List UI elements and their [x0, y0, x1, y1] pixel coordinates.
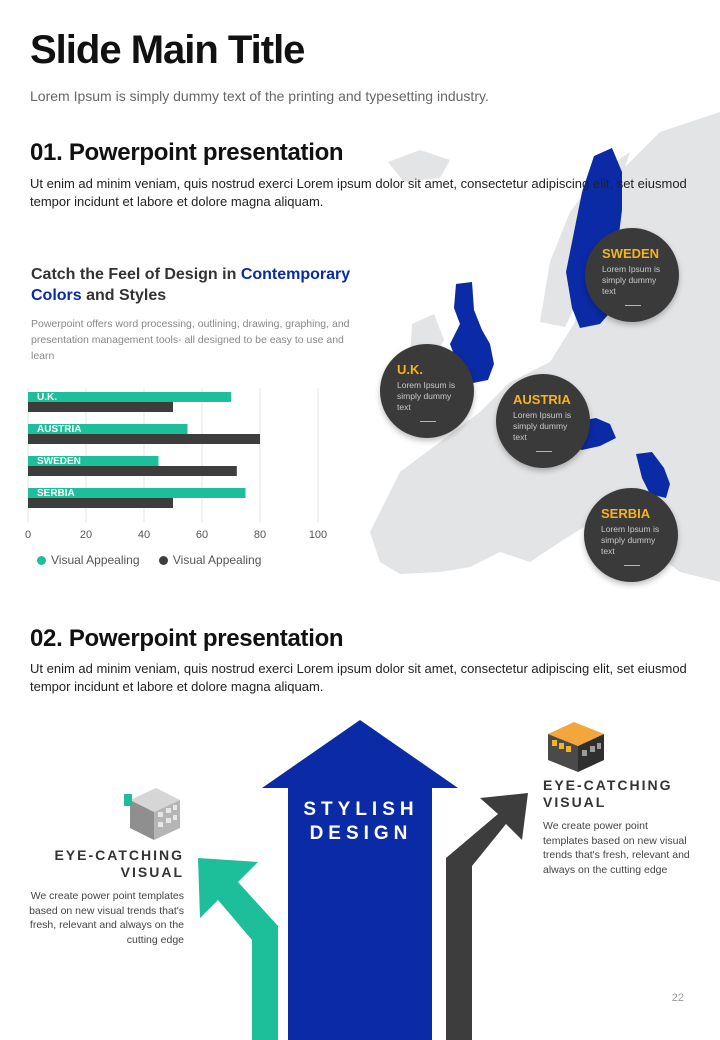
x-tick-label: 0 — [24, 529, 32, 541]
bar — [28, 402, 173, 412]
x-tick-label: 100 — [308, 529, 328, 541]
legend-label-1: Visual Appealing — [51, 553, 140, 567]
bar — [28, 498, 173, 508]
callout-text: Lorem Ipsum is simply dummy text — [513, 410, 572, 442]
callout-underline — [420, 421, 436, 422]
feature-left-title-line1: EYE-CATCHING — [54, 847, 184, 863]
category-label: SWEDEN — [37, 456, 81, 467]
dark-arrow — [446, 793, 528, 1040]
x-tick-label: 80 — [253, 529, 267, 541]
feature-right-title-line1: EYE-CATCHING — [543, 777, 673, 793]
legend-label-2: Visual Appealing — [172, 553, 262, 567]
arrow-label-line1: STYLISH — [303, 799, 419, 820]
store-building-icon — [544, 714, 608, 776]
callout-uk — [380, 344, 474, 438]
x-tick-label: 60 — [195, 529, 209, 541]
x-tick-label: 20 — [79, 529, 93, 541]
callout-text: Lorem Ipsum is simply dummy text — [601, 524, 660, 556]
callout-underline — [624, 565, 640, 566]
callout-name: SERBIA — [601, 506, 651, 521]
catch-heading — [31, 264, 371, 306]
feature-right — [543, 777, 693, 877]
callout-underline — [625, 305, 641, 306]
teal-arrow — [198, 858, 278, 1040]
chart-legend — [37, 553, 277, 567]
feature-right-title — [543, 777, 693, 811]
slide-subtitle: Lorem Ipsum is simply dummy text of the printing and typesetting industry. — [30, 88, 489, 104]
feature-right-title-line2: VISUAL — [543, 794, 607, 810]
slide-title: Slide Main Title — [30, 28, 305, 72]
page-number: 22 — [671, 992, 684, 1004]
callout-name: U.K. — [397, 362, 423, 377]
feature-left-title — [20, 847, 184, 881]
arrow-label-line2: DESIGN — [309, 823, 413, 844]
bar — [28, 392, 231, 402]
callout-name: AUSTRIA — [513, 392, 571, 407]
legend-swatch-1 — [37, 556, 46, 565]
catch-part2: and Styles — [81, 287, 167, 304]
category-label: U.K. — [37, 392, 57, 403]
callout-name: SWEDEN — [602, 246, 660, 261]
callout-austria — [496, 374, 590, 468]
stylish-design-label — [286, 798, 436, 846]
category-label: AUSTRIA — [37, 424, 82, 435]
section2-title: 02. Powerpoint presentation — [30, 625, 344, 652]
bar-chart — [20, 380, 340, 580]
catch-body: Powerpoint offers word processing, outlining, drawing, graphing, and presentation management tools- all designed to be easy to use and learn — [31, 318, 350, 362]
section1-title: 01. Powerpoint presentation — [30, 139, 344, 166]
callout-underline — [536, 451, 552, 452]
legend-item-2 — [159, 553, 262, 567]
bar — [28, 434, 260, 444]
callout-text: Lorem Ipsum is simply dummy text — [397, 380, 456, 412]
callout-serbia — [584, 488, 678, 582]
callout-text: Lorem Ipsum is simply dummy text — [602, 264, 661, 296]
catch-highlight1: Contemporary — [240, 266, 351, 283]
section1-body: Ut enim ad minim veniam, quis nostrud exerci Lorem ipsum dolor sit amet, consectetur adipiscing elit, set eiusmod tempor incidunt et labore et dolore magna aliquam. — [30, 176, 687, 209]
section2-body: Ut enim ad minim veniam, quis nostrud exerci Lorem ipsum dolor sit amet, consectetur adipiscing elit, set eiusmod tempor incidunt et labore et dolore magna aliquam. — [30, 661, 687, 694]
legend-item-1 — [37, 553, 140, 567]
catch-highlight2: Colors — [31, 287, 82, 304]
callout-sweden — [585, 228, 679, 322]
blue-arrow — [262, 720, 458, 1040]
office-building-icon — [122, 778, 186, 842]
category-label: SERBIA — [37, 488, 75, 499]
feature-left-title-line2: VISUAL — [120, 864, 184, 880]
feature-left — [20, 847, 184, 947]
feature-left-body: We create power point templates based on new visual trends that's fresh, relevant and always on the cutting edge — [29, 890, 184, 946]
catch-part1: Catch the Feel of Design in — [31, 266, 241, 283]
x-tick-label: 40 — [137, 529, 151, 541]
feature-right-body: We create power point templates based on new visual trends that's fresh, relevant and always on the cutting edge — [543, 820, 690, 876]
bar — [28, 466, 237, 476]
legend-swatch-2 — [159, 556, 168, 565]
